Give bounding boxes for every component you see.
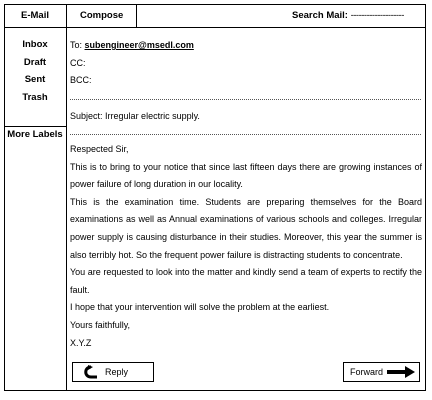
fields-divider [70,99,421,100]
app-title: E-Mail [21,10,49,21]
reply-label: Reply [105,367,129,377]
message-body[interactable] [70,141,422,352]
subject-divider [70,134,421,135]
search-mail[interactable] [292,10,404,22]
subject-value[interactable]: Irregular electric supply. [105,111,200,121]
subject-label: Subject: [70,111,103,121]
salutation: Respected Sir, [70,144,129,154]
closing: Yours faithfully, [70,319,131,330]
bcc-field[interactable]: BCC: [70,75,92,85]
forward-label: Forward [350,367,384,377]
sidebar-item-draft[interactable]: Draft [23,57,47,68]
to-address[interactable]: subengineer@msedl.com [84,40,194,50]
sidebar-item-inbox[interactable]: Inbox [22,39,48,50]
to-label: To: [70,40,83,50]
subject-field[interactable] [70,110,200,122]
header-divider [4,27,426,28]
cc-field[interactable]: CC: [70,58,86,68]
forward-button[interactable] [343,362,420,382]
reply-button[interactable] [72,362,154,382]
sidebar-item-sent[interactable]: Sent [24,74,46,85]
more-labels-link[interactable]: More Labels [7,129,63,140]
search-input[interactable]: -------------------- [350,10,404,21]
sidebar-item-trash[interactable]: Trash [22,92,48,103]
paragraph-1: This is to bring to your notice that since last fifteen days there are growing instances of power failure of long duration in our locality. [70,161,422,190]
header-compose-divider [136,4,137,28]
paragraph-4: I hope that your intervention will solve the problem at the earliest. [70,302,330,313]
sidebar-divider [66,4,67,391]
compose-button[interactable]: Compose [80,10,124,21]
sidebar-more-divider [4,126,67,127]
paragraph-3: You are requested to look into the matter and kindly send a team of experts to rectify the fault. [70,267,422,295]
to-field[interactable] [70,39,194,51]
reply-icon [79,365,99,379]
search-label: Search Mail: [292,10,348,21]
paragraph-2: This is the examination time. Students are preparing themselves for the Board examinations as well as Annual examinations of various schools and colleges. Irregular power supply is causing disturbance in their studies. Moreover, this year the summer is also terribly hot. So the frequent power failure is distracting students to concentrate. [70,196,422,260]
forward-arrow-icon [387,366,415,378]
signature: X.Y.Z [70,337,92,348]
